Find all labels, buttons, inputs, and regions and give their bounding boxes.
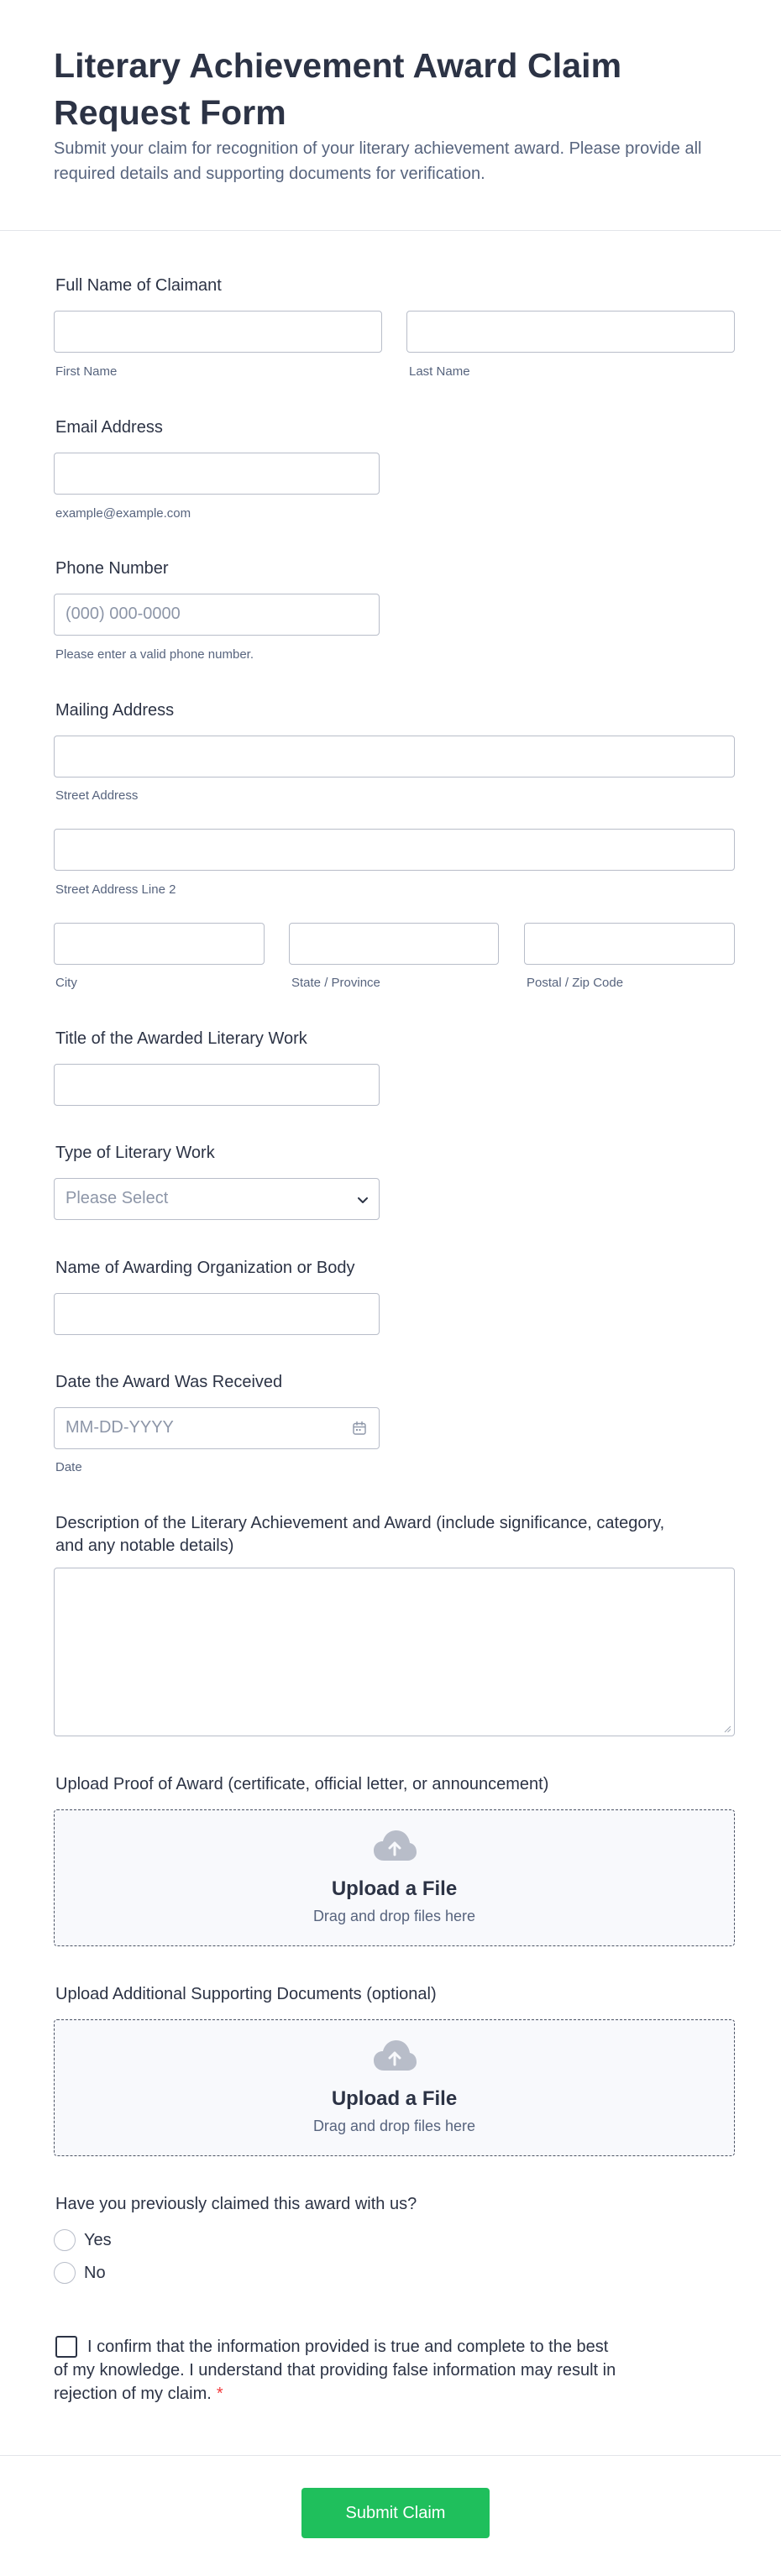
radio-yes-label[interactable]: Yes (84, 2231, 112, 2249)
proof-upload-label: Upload Proof of Award (certificate, official letter, or announcement) (55, 1775, 549, 1793)
phone-sublabel: Please enter a valid phone number. (55, 647, 254, 662)
email-sublabel: example@example.com (55, 506, 191, 521)
description-label-line2: and any notable details) (55, 1537, 234, 1555)
cloud-upload-icon (372, 1829, 417, 1862)
street-address-2-sublabel: Street Address Line 2 (55, 882, 176, 897)
date-sublabel: Date (55, 1460, 82, 1474)
address-label: Mailing Address (55, 701, 175, 720)
organization-label: Name of Awarding Organization or Body (55, 1259, 355, 1277)
previous-claim-label: Have you previously claimed this award with us? (55, 2195, 417, 2213)
full-name-label: Full Name of Claimant (55, 276, 222, 295)
submit-button[interactable]: Submit Claim (301, 2488, 490, 2538)
last-name-input[interactable] (406, 311, 735, 353)
street-address-sublabel: Street Address (55, 788, 139, 803)
date-label: Date the Award Was Received (55, 1373, 283, 1391)
form-header (0, 0, 781, 231)
organization-input[interactable] (54, 1293, 380, 1335)
work-type-label: Type of Literary Work (55, 1144, 215, 1162)
proof-upload-dropzone[interactable] (54, 1809, 735, 1946)
first-name-sublabel: First Name (55, 364, 118, 379)
first-name-input[interactable] (54, 311, 382, 353)
required-marker: * (216, 2385, 223, 2403)
phone-placeholder: (000) 000-0000 (66, 605, 181, 623)
state-input[interactable] (289, 923, 499, 965)
phone-label: Phone Number (55, 559, 169, 578)
work-type-select[interactable] (54, 1178, 380, 1220)
supporting-upload-hint: Drag and drop files here (312, 2118, 476, 2134)
chevron-down-icon (355, 1192, 370, 1207)
confirm-text-line1: I confirm that the information provided is true and complete to the best (87, 2338, 609, 2356)
radio-yes[interactable] (54, 2229, 76, 2251)
work-title-label: Title of the Awarded Literary Work (55, 1029, 307, 1048)
city-input[interactable] (54, 923, 265, 965)
state-sublabel: State / Province (291, 976, 380, 990)
date-placeholder: MM-DD-YYYY (66, 1418, 174, 1437)
street-address-input[interactable] (54, 736, 735, 778)
street-address-2-input[interactable] (54, 829, 735, 871)
calendar-icon[interactable] (352, 1421, 367, 1436)
confirm-text-line3-text: rejection of my claim. (54, 2385, 212, 2403)
proof-upload-hint: Drag and drop files here (312, 1908, 476, 1924)
cloud-upload-icon (372, 2039, 417, 2072)
radio-no[interactable] (54, 2262, 76, 2284)
confirm-text-line3 (54, 2382, 223, 2406)
supporting-upload-dropzone[interactable] (54, 2019, 735, 2156)
description-label-line1: Description of the Literary Achievement and Award (include significance, category, (55, 1514, 665, 1532)
page-title: Literary Achievement Award Claim Request Form (54, 46, 622, 132)
zip-sublabel: Postal / Zip Code (527, 976, 624, 990)
confirm-text-line2: of my knowledge. I understand that providing false information may result in (54, 2361, 616, 2380)
phone-input[interactable] (54, 594, 380, 636)
radio-no-label[interactable]: No (84, 2264, 106, 2282)
supporting-upload-label: Upload Additional Supporting Documents (optional) (55, 1985, 437, 2003)
supporting-upload-title: Upload a File (331, 2087, 458, 2110)
work-type-selected: Please Select (66, 1189, 169, 1207)
zip-input[interactable] (524, 923, 735, 965)
work-title-input[interactable] (54, 1064, 380, 1106)
email-label: Email Address (55, 418, 163, 437)
form-footer (0, 2455, 781, 2576)
page-subtitle: Submit your claim for recognition of your literary achievement award. Please provide all required details and supporting documents for verification. (54, 139, 702, 183)
resize-handle-icon[interactable] (723, 1725, 731, 1733)
date-input[interactable] (54, 1407, 380, 1449)
confirm-checkbox[interactable] (55, 2336, 77, 2358)
last-name-sublabel: Last Name (409, 364, 470, 379)
proof-upload-title: Upload a File (331, 1877, 458, 1900)
city-sublabel: City (55, 976, 77, 990)
email-input[interactable] (54, 453, 380, 495)
description-textarea[interactable] (54, 1568, 735, 1736)
